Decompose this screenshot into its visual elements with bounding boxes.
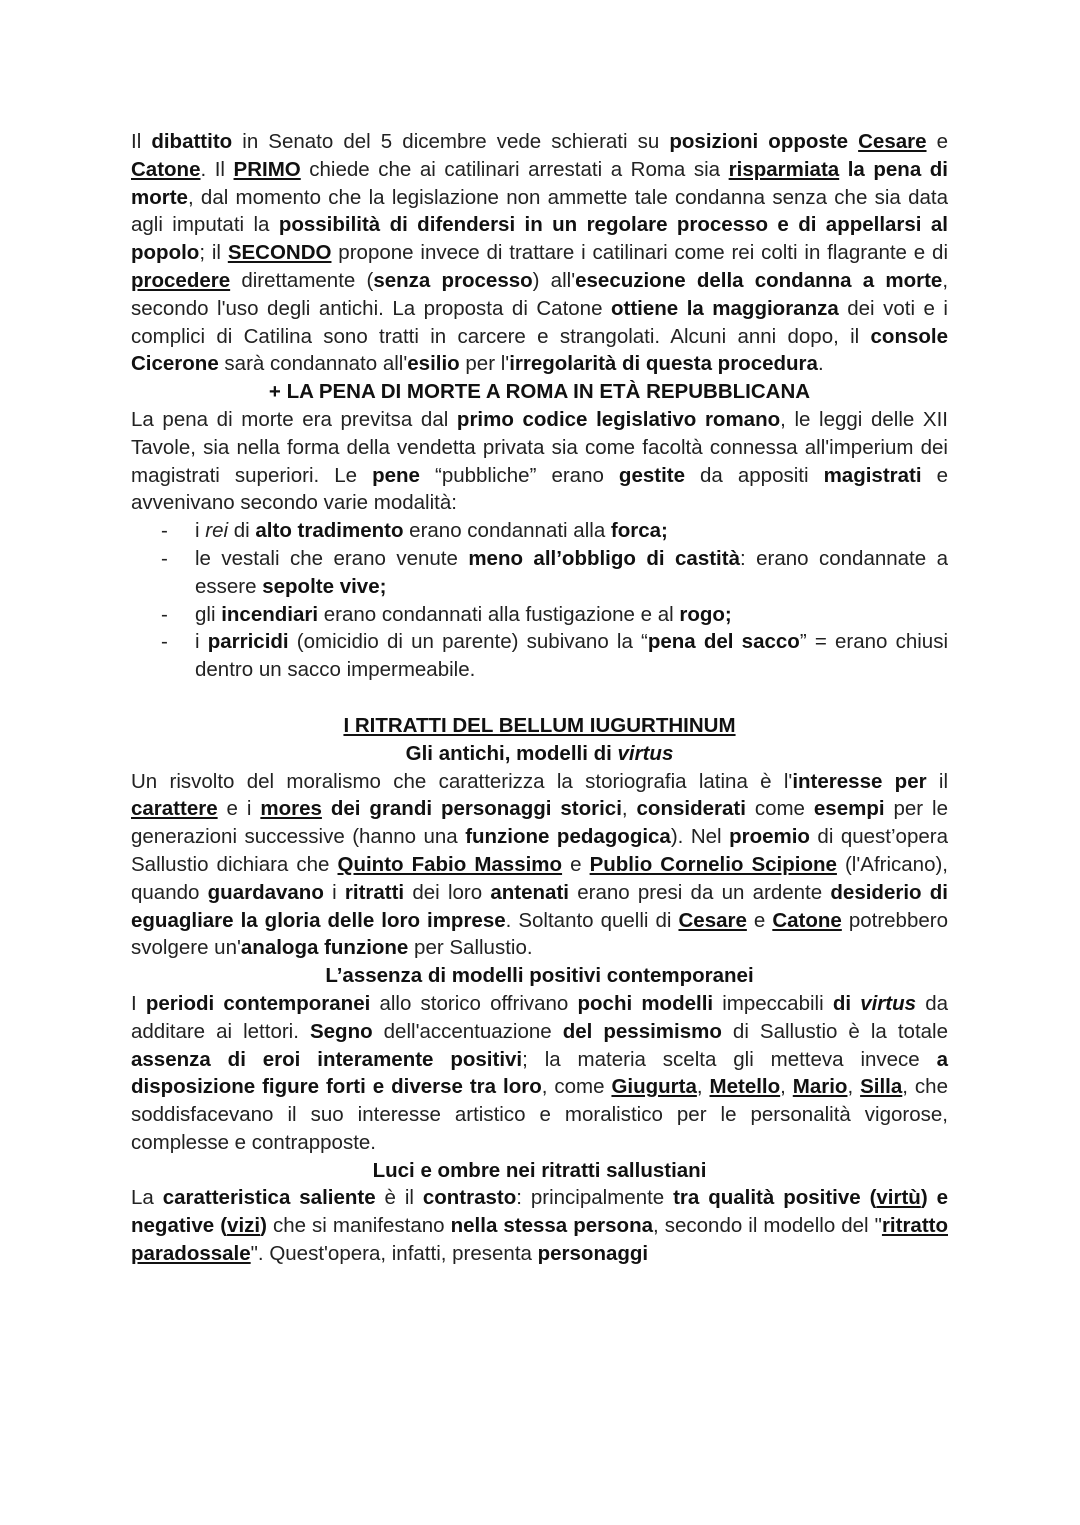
text-run: parricidi bbox=[207, 630, 289, 654]
text-run: proemio bbox=[729, 825, 810, 849]
text-run: dei grandi personaggi storici bbox=[330, 797, 622, 821]
text-run: esempi bbox=[813, 797, 885, 821]
text-run: Giugurta bbox=[611, 1075, 697, 1099]
text-run: assenza di eroi interamente positivi bbox=[131, 1047, 523, 1071]
text-run: possibilità di difendersi in un regolare processo e di appellarsi al popolo bbox=[131, 213, 948, 265]
punishments-list bbox=[131, 517, 948, 684]
text-run: tra qualità positive ( bbox=[673, 1186, 877, 1210]
text-run: Silla bbox=[860, 1075, 903, 1099]
text-run: mores bbox=[260, 797, 322, 821]
text-run: ritratto paradossale bbox=[131, 1214, 948, 1266]
text-run: incendiari bbox=[221, 602, 319, 626]
text-run: irregolarità di questa procedura bbox=[509, 352, 818, 376]
text-run: desiderio di eguagliare la gloria delle loro imprese bbox=[131, 880, 948, 932]
text-run: nella stessa persona bbox=[450, 1214, 653, 1238]
subtitle-assenza-modelli: L’assenza di modelli positivi contemporanei bbox=[325, 964, 754, 988]
text-run: Segno bbox=[309, 1019, 373, 1043]
text-run: Publio Cornelio Scipione bbox=[589, 852, 837, 876]
text-run: contrasto bbox=[422, 1186, 517, 1210]
text-run: console Cicerone bbox=[131, 324, 948, 376]
list-item: - i parricidi (omicidio di un parente) subivano la “pena del sacco” = erano chiusi dentro un sacco impermeabile. bbox=[195, 628, 948, 684]
paragraph-periodi-contemporanei: I periodi contemporanei allo storico offrivano pochi modelli impeccabili di virtus da additare ai lettori. Segno dell'accentuazione del pessimismo di Sallustio è la totale assenza di eroi interamente positivi; la materia scelta gli metteva invece a disposizione figure forti e diverse tra loro, come Giugurta, Metello, Mario, Silla, che soddisfacevano il suo interesse artistico e moralistico per le personalità vigorose, complesse e contrapposte. bbox=[131, 991, 949, 1154]
text-run: ) bbox=[260, 1214, 267, 1238]
text-run: pochi modelli bbox=[577, 991, 714, 1015]
text-run: la pena di morte bbox=[131, 157, 948, 209]
text-run: guardavano bbox=[207, 880, 324, 904]
text-run: rei bbox=[205, 519, 229, 543]
section-heading-text: I RITRATTI DEL BELLUM IUGURTHINUM bbox=[343, 713, 736, 737]
paragraph-dibattito: Il dibattito in Senato del 5 dicembre vede schierati su posizioni opposte Cesare e Catone. Il PRIMO chiede che ai catilinari arrestati a Roma sia risparmiata la pena di morte, dal momento che la legislazione non ammette tale condanna senza che sia data agli imputati la possibilità di difendersi in un regolare processo e di appellarsi al popolo; il SECONDO propone invece di trattare i catilinari come rei colti in flagrante e di procedere direttamente (senza processo) all'esecuzione della condanna a morte, secondo l'uso degli antichi. La proposta di Catone ottiene la maggioranza dei voti e i complici di Catilina sono tratti in carcere e strangolati. Alcuni anni dopo, il console Cicerone sarà condannato all'esilio per l'irregolarità di questa procedura. bbox=[131, 130, 949, 376]
text-run: funzione pedagogica bbox=[465, 825, 671, 849]
text-run: personaggi bbox=[537, 1242, 649, 1266]
text-run: a disposizione figure forti e diverse tra loro bbox=[131, 1047, 949, 1099]
text-run: PRIMO bbox=[233, 157, 301, 181]
paragraph-contrasto: La caratteristica saliente è il contrasto: principalmente tra qualità positive (virtù) e negative (vizi) che si manifestano nella stessa persona, secondo il modello del "ritratto paradossale". Quest'opera, infatti, presenta personaggi bbox=[131, 1186, 948, 1266]
text-run: primo codice legislativo romano bbox=[456, 407, 781, 431]
text-run: ritratti bbox=[344, 880, 405, 904]
section-heading-ritratti bbox=[131, 712, 948, 740]
text-run: considerati bbox=[636, 797, 746, 821]
text-run: procedere bbox=[131, 268, 231, 292]
text-run: Catone bbox=[772, 908, 842, 932]
section-heading-pena-di-morte: + LA PENA DI MORTE A ROMA IN ETÀ REPUBBLICANA bbox=[268, 380, 811, 404]
text-run: pena del sacco bbox=[647, 630, 800, 654]
text-run: Mario bbox=[792, 1075, 848, 1099]
text-run: virtù bbox=[876, 1186, 921, 1210]
list-item: - i rei di alto tradimento erano condannati alla forca; bbox=[195, 517, 948, 545]
text-run: Metello bbox=[709, 1075, 781, 1099]
text-run: Quinto Fabio Massimo bbox=[337, 852, 563, 876]
text-run: pene bbox=[372, 463, 420, 487]
text-run: ottiene la maggioranza bbox=[611, 296, 839, 320]
text-run: virtus bbox=[860, 991, 917, 1015]
list-item: - gli incendiari erano condannati alla fustigazione e al rogo; bbox=[195, 601, 948, 629]
text-run: forca; bbox=[610, 519, 668, 543]
text-run: gestite bbox=[618, 463, 685, 487]
paragraph-moralismo: Un risvolto del moralismo che caratterizza la storiografia latina è l'interesse per il carattere e i mores dei grandi personaggi storici, considerati come esempi per le generazioni successive (hanno una funzione pedagogica). Nel proemio di quest’opera Sallustio dichiara che Quinto Fabio Massimo e Publio Cornelio Scipione (l'Africano), quando guardavano i ritratti dei loro antenati erano presi da un ardente desiderio di eguagliare la gloria delle loro imprese. Soltanto quelli di Cesare e Catone potrebbero svolgere un'analoga funzione per Sallustio. bbox=[131, 769, 949, 960]
list-item: - le vestali che erano venute meno all’obbligo di castità: erano condannate a essere sepolte vive; bbox=[195, 545, 948, 601]
text-run: vizi bbox=[227, 1214, 261, 1238]
text-run: esilio bbox=[407, 352, 460, 376]
subtitle-luci-ombre: Luci e ombre nei ritratti sallustiani bbox=[372, 1158, 707, 1182]
text-run: posizioni opposte bbox=[669, 130, 849, 153]
text-run: virtus bbox=[617, 741, 674, 765]
text-run: del pessimismo bbox=[562, 1019, 722, 1043]
text-run: antenati bbox=[490, 880, 569, 904]
paragraph-pena-di-morte: La pena di morte era previtsa dal primo codice legislativo romano, le leggi delle XII Tavole, sia nella forma della vendetta privata sia come facoltà connessa all'imperium dei magistrati superiori. Le pene “pubbliche” erano gestite da appositi magistrati e avvenivano secondo varie modalità: bbox=[131, 407, 948, 515]
text-run: interesse per bbox=[792, 769, 927, 793]
text-run: senza processo bbox=[373, 268, 533, 292]
text-run: Cesare bbox=[678, 908, 747, 932]
text-run: carattere bbox=[131, 797, 218, 821]
document-page bbox=[131, 128, 948, 1268]
text-run: dibattito bbox=[151, 130, 233, 153]
text-run: rogo; bbox=[679, 602, 732, 626]
text-run: Catone bbox=[131, 157, 201, 181]
text-run: ) e negative ( bbox=[131, 1186, 948, 1238]
text-run: analoga funzione bbox=[240, 936, 409, 960]
text-run: esecuzione della condanna a morte bbox=[575, 268, 943, 292]
text-run: periodi contemporanei bbox=[145, 991, 371, 1015]
text-run: SECONDO bbox=[227, 241, 332, 265]
spacer bbox=[131, 684, 948, 712]
text-run: Cesare bbox=[858, 130, 927, 153]
text-run: magistrati bbox=[823, 463, 922, 487]
text-run: sepolte vive; bbox=[262, 574, 387, 598]
subtitle-antichi: Gli antichi, modelli di virtus bbox=[405, 741, 674, 765]
text-run: caratteristica saliente bbox=[162, 1186, 376, 1210]
text-run: alto tradimento bbox=[255, 519, 404, 543]
text-run: di bbox=[832, 991, 861, 1015]
text-run: risparmiata bbox=[728, 157, 840, 181]
text-run: meno all’obbligo di castità bbox=[468, 546, 740, 570]
